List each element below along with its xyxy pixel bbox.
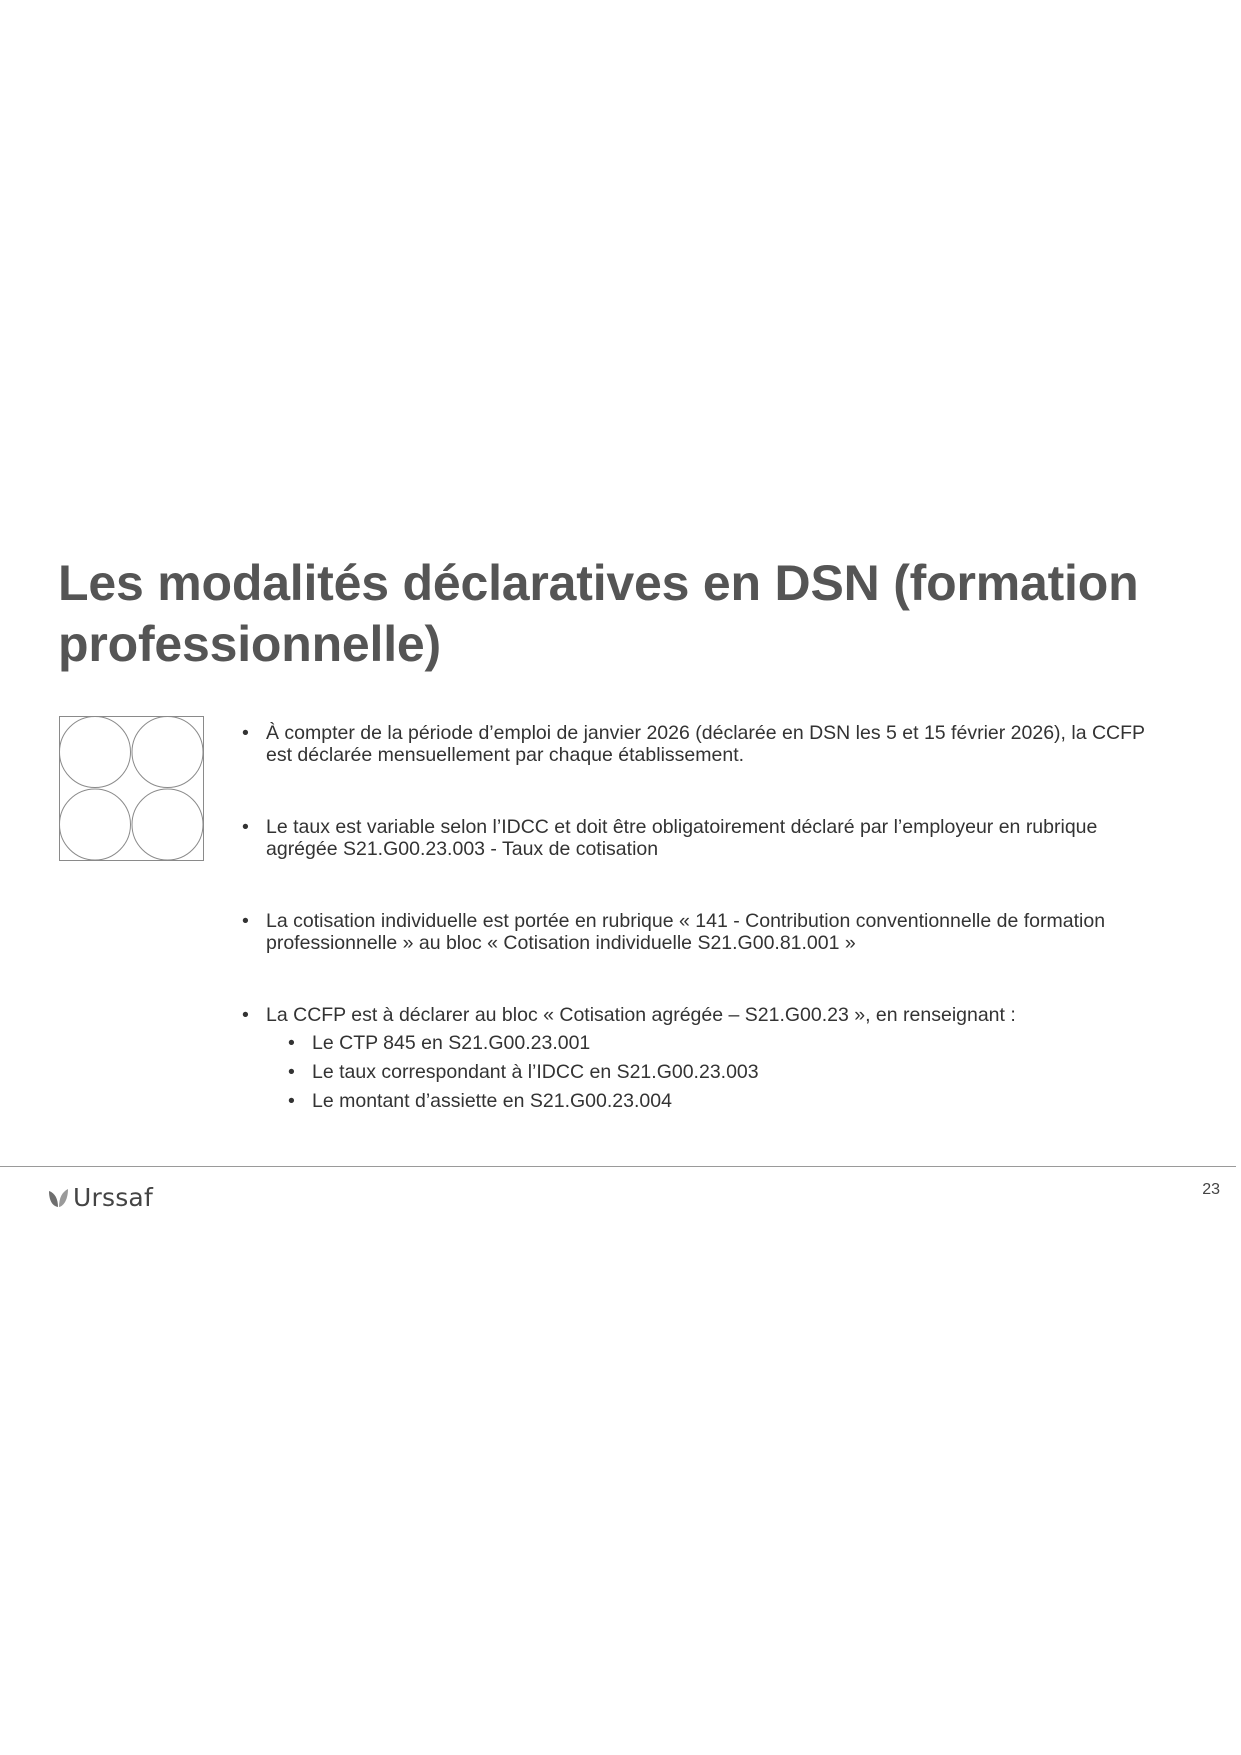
logo-text: Urssaf (73, 1183, 153, 1212)
slide-title (58, 553, 1208, 675)
urssaf-logo (48, 1183, 153, 1213)
footer-divider (0, 1166, 1236, 1167)
sub-bullet-item: • Le CTP 845 en S21.G00.23.001 (266, 1032, 1172, 1054)
urssaf-leaf-icon (48, 1188, 69, 1208)
slide-content (242, 722, 1172, 1119)
four-circles-grid-icon (59, 716, 204, 861)
bullet-item-text: La CCFP est à déclarer au bloc « Cotisation agrégée – S21.G00.23 », en renseignant : (266, 1004, 1016, 1026)
bullet-item: • La cotisation individuelle est portée en rubrique « 141 - Contribution conventionnelle de formation professionnelle » au bloc « Cotisation individuelle S21.G00.81.001 » (242, 910, 1172, 954)
sub-bullet-item: • Le taux correspondant à l’IDCC en S21.G00.23.003 (266, 1061, 1172, 1083)
slide-title-line-1: Les modalités déclaratives en DSN (formation (58, 555, 1139, 611)
sub-bullet-item: • Le montant d’assiette en S21.G00.23.004 (266, 1090, 1172, 1112)
slide-title-line-2: professionnelle) (58, 616, 441, 672)
bullet-item-with-sublist (242, 1004, 1172, 1112)
bullet-item: • Le taux est variable selon l’IDCC et doit être obligatoirement déclaré par l’employeur en rubrique agrégée S21.G00.23.003 - Taux de cotisation (242, 816, 1172, 860)
page-number: 23 (1202, 1181, 1220, 1198)
bullet-item: • À compter de la période d’emploi de janvier 2026 (déclarée en DSN les 5 et 15 février 2026), la CCFP est déclarée mensuellement par chaque établissement. (242, 722, 1172, 766)
sub-bullet-list (266, 1032, 1172, 1112)
